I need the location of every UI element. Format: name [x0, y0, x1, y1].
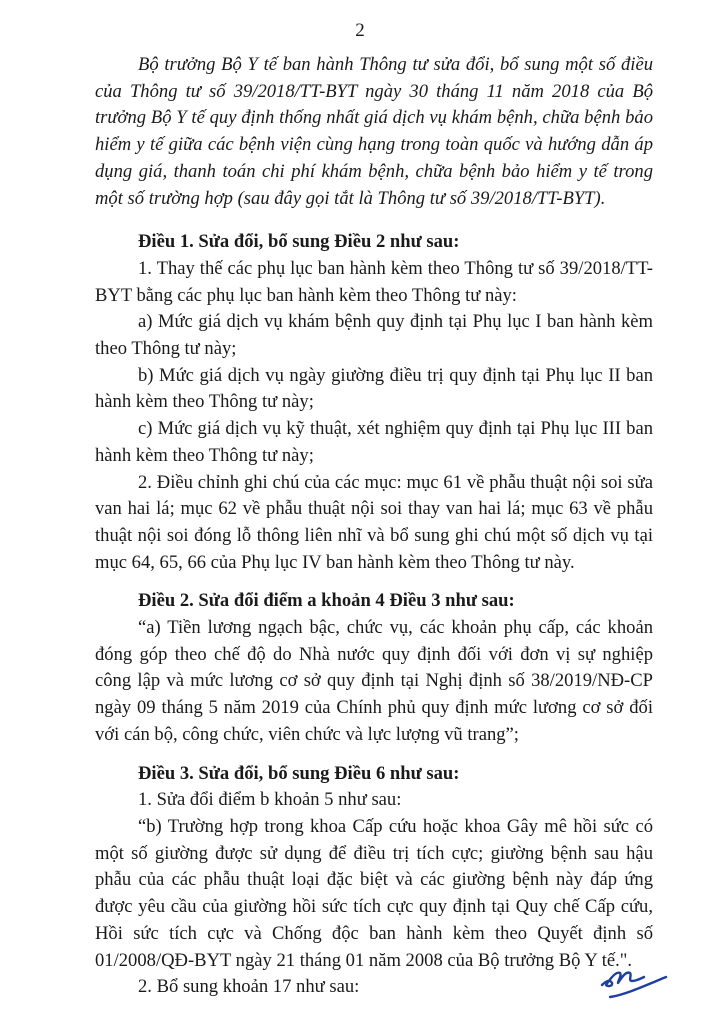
article-heading: Điều 2. Sửa đổi điểm a khoản 4 Điều 3 như sau: [138, 590, 515, 612]
article-paragraph: 1. Thay thế các phụ lục ban hành kèm theo Thông tư số 39/2018/TT-BYT bằng các phụ lục ban hành kèm theo Thông tư này: [95, 257, 653, 306]
article-paragraph: a) Mức giá dịch vụ khám bệnh quy định tại Phụ lục I ban hành kèm theo Thông tư này; [95, 311, 653, 360]
article-2 [95, 588, 653, 748]
preamble-paragraph: Bộ trưởng Bộ Y tế ban hành Thông tư sửa đổi, bổ sung một số điều của Thông tư số 39/2018/TT-BYT ngày 30 tháng 11 năm 2018 của Bộ trưởng Bộ Y tế quy định thống nhất giá dịch vụ khám bệnh, chữa bệnh bảo hiểm y tế giữa các bệnh viện cùng hạng trong toàn quốc và hướng dẫn áp dụng giá, thanh toán chi phí khám bệnh, chữa bệnh bảo hiểm y tế trong một số trường hợp (sau đây gọi tắt là Thông tư số 39/2018/TT-BYT). [95, 54, 653, 209]
article-heading: Điều 3. Sửa đổi, bổ sung Điều 6 như sau: [138, 762, 460, 784]
article-3 [95, 761, 653, 1001]
article-paragraph: 1. Sửa đổi điểm b khoản 5 như sau: [138, 789, 402, 811]
article-paragraph: c) Mức giá dịch vụ kỹ thuật, xét nghiệm quy định tại Phụ lục III ban hành kèm theo Thông tư này; [95, 418, 653, 466]
article-heading: Điều 1. Sửa đổi, bổ sung Điều 2 như sau: [138, 231, 460, 253]
article-1 [95, 229, 653, 576]
article-paragraph: 2. Điều chỉnh ghi chú của các mục: mục 61 về phẫu thuật nội soi sửa van hai lá; mục 62 về phẫu thuật nội soi thay van hai lá; mục 63 về phẫu thuật nội soi đóng lỗ thông liên nhĩ và bổ sung ghi chú một số dịch vụ tại mục 64, 65, 66 của Phụ lục IV ban hành kèm theo Thông tư này. [95, 471, 653, 573]
article-paragraph: 2. Bổ sung khoản 17 như sau: [138, 976, 360, 998]
article-paragraph: “b) Trường hợp trong khoa Cấp cứu hoặc khoa Gây mê hồi sức có một số giường được sử dụng để điều trị tích cực; giường bệnh sau hậu phẫu của các phẫu thuật loại đặc biệt và các giường bệnh này đáp ứng được yêu cầu của giường hồi sức tích cực quy định tại Quy chế Cấp cứu, Hồi sức tích cực và Chống độc ban hành kèm theo Quyết định số 01/2008/QĐ-BYT ngày 21 tháng 01 năm 2008 của Bộ trưởng Bộ Y tế.". [95, 815, 653, 971]
page-number: 2 [355, 20, 365, 41]
document-body [95, 52, 653, 1001]
article-paragraph: b) Mức giá dịch vụ ngày giường điều trị quy định tại Phụ lục II ban hành kèm theo Thông tư này; [95, 364, 653, 413]
initials-signature-icon [598, 965, 674, 1005]
article-paragraph: “a) Tiền lương ngạch bậc, chức vụ, các khoản phụ cấp, các khoản đóng góp theo chế độ do Nhà nước quy định đối với đơn vị sự nghiệp công lập và mức lương cơ sở quy định tại Nghị định số 38/2019/NĐ-CP ngày 09 tháng 5 năm 2019 của Chính phủ quy định mức lương cơ sở đối với cán bộ, công chức, viên chức và lực lượng vũ trang”; [95, 617, 653, 745]
